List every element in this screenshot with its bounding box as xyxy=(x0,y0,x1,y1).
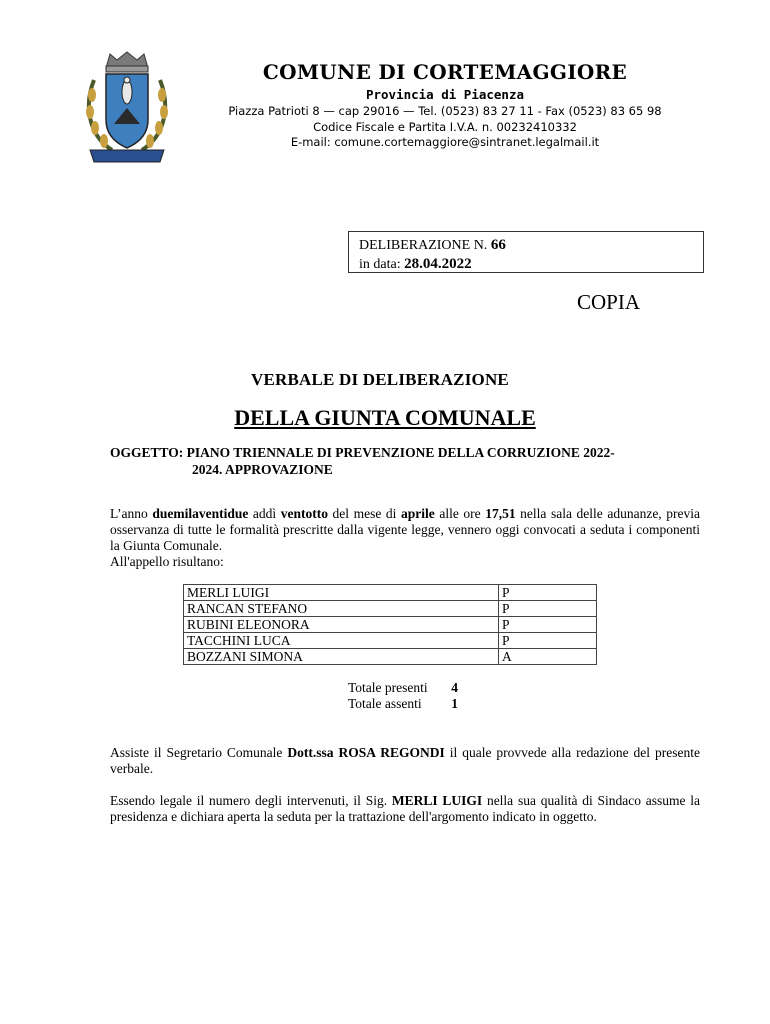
deliberation-date-label: in data: xyxy=(359,257,401,272)
subject xyxy=(110,444,705,478)
secretary-text: il quale provvede alla redazione del presente verbale. xyxy=(110,745,700,776)
table-row xyxy=(184,649,597,665)
copy-label: COPIA xyxy=(577,290,641,314)
email-line: E-mail: comune.cortemaggiore@sintranet.legalmail.it xyxy=(290,135,600,149)
total-present-row xyxy=(348,680,458,696)
intro-text: nella sala delle adunanze, previa osservanza di tutte le formalità prescritte dalla vigente legge, vennero oggi convocati a seduta i componenti la Giunta Comunale. xyxy=(110,506,700,553)
intro-time: 17,51 xyxy=(485,506,516,521)
table-row xyxy=(184,585,597,601)
president-name: MERLI LUIGI xyxy=(391,793,483,808)
fiscal-code-line: Codice Fiscale e Partita I.V.A. n. 00232410332 xyxy=(313,120,577,134)
secretary-name: Dott.ssa ROSA REGONDI xyxy=(287,745,445,760)
total-absent-label: Totale assenti xyxy=(348,696,422,711)
total-present-label: Totale presenti xyxy=(348,680,428,695)
attendance-table xyxy=(183,584,597,665)
intro-text: del mese di xyxy=(327,506,402,521)
document-title: VERBALE DI DELIBERAZIONE xyxy=(251,370,509,389)
address-line: Piazza Patrioti 8 — cap 29016 — Tel. (0523) 83 27 11 - Fax (0523) 83 65 98 xyxy=(228,104,662,118)
secretary-text: Assiste il Segretario Comunale xyxy=(110,745,288,760)
municipal-crest-icon xyxy=(84,50,170,168)
subject-line-1: : PIANO TRIENNALE DI PREVENZIONE DELLA CORRUZIONE 2022- xyxy=(178,445,615,460)
member-name: BOZZANI SIMONA xyxy=(184,649,499,665)
roll-call-label: All'appello risultano: xyxy=(110,554,224,569)
member-status: P xyxy=(499,585,597,601)
province-subtitle: Provincia di Piacenza xyxy=(365,87,525,102)
total-absent-row xyxy=(348,696,458,712)
subject-line-2: 2024. APPROVAZIONE xyxy=(192,462,333,477)
deliberation-date-row xyxy=(359,255,693,274)
table-row xyxy=(184,633,597,649)
intro-paragraph xyxy=(110,506,700,554)
total-present-value: 4 xyxy=(451,680,458,695)
secretary-paragraph xyxy=(110,745,700,777)
deliberation-box xyxy=(348,231,704,273)
deliberation-date: 28.04.2022 xyxy=(404,256,472,272)
member-status: A xyxy=(499,649,597,665)
table-row xyxy=(184,617,597,633)
total-absent-value: 1 xyxy=(451,696,458,711)
deliberation-number: 66 xyxy=(490,237,506,253)
member-status: P xyxy=(499,633,597,649)
presidency-text: nella sua qualità di Sindaco assume la presidenza e dichiara aperta la seduta per la trattazione dell'argomento indicato in oggetto. xyxy=(110,793,701,824)
deliberation-number-label: DELIBERAZIONE N. xyxy=(359,238,488,253)
member-name: MERLI LUIGI xyxy=(184,585,499,601)
member-name: TACCHINI LUCA xyxy=(184,633,499,649)
subject-key: OGGETTO xyxy=(110,445,179,460)
intro-year: duemilaventidue xyxy=(152,506,249,521)
presidency-text: Essendo legale il numero degli intervenuti, il Sig. xyxy=(110,793,392,808)
deliberation-number-row xyxy=(359,236,693,255)
member-status: P xyxy=(499,617,597,633)
presidency-paragraph xyxy=(110,793,700,825)
table-row xyxy=(184,601,597,617)
intro-month: aprile xyxy=(401,506,435,521)
member-name: RANCAN STEFANO xyxy=(184,601,499,617)
intro-text: alle ore xyxy=(434,506,486,521)
member-status: P xyxy=(499,601,597,617)
municipality-title: COMUNE DI CORTEMAGGIORE xyxy=(262,60,628,84)
intro-text: L’anno xyxy=(110,506,153,521)
intro-day: ventotto xyxy=(280,506,328,521)
totals xyxy=(348,680,458,712)
intro-text: addì xyxy=(248,506,281,521)
document-subtitle: DELLA GIUNTA COMUNALE xyxy=(234,405,536,430)
member-name: RUBINI ELEONORA xyxy=(184,617,499,633)
